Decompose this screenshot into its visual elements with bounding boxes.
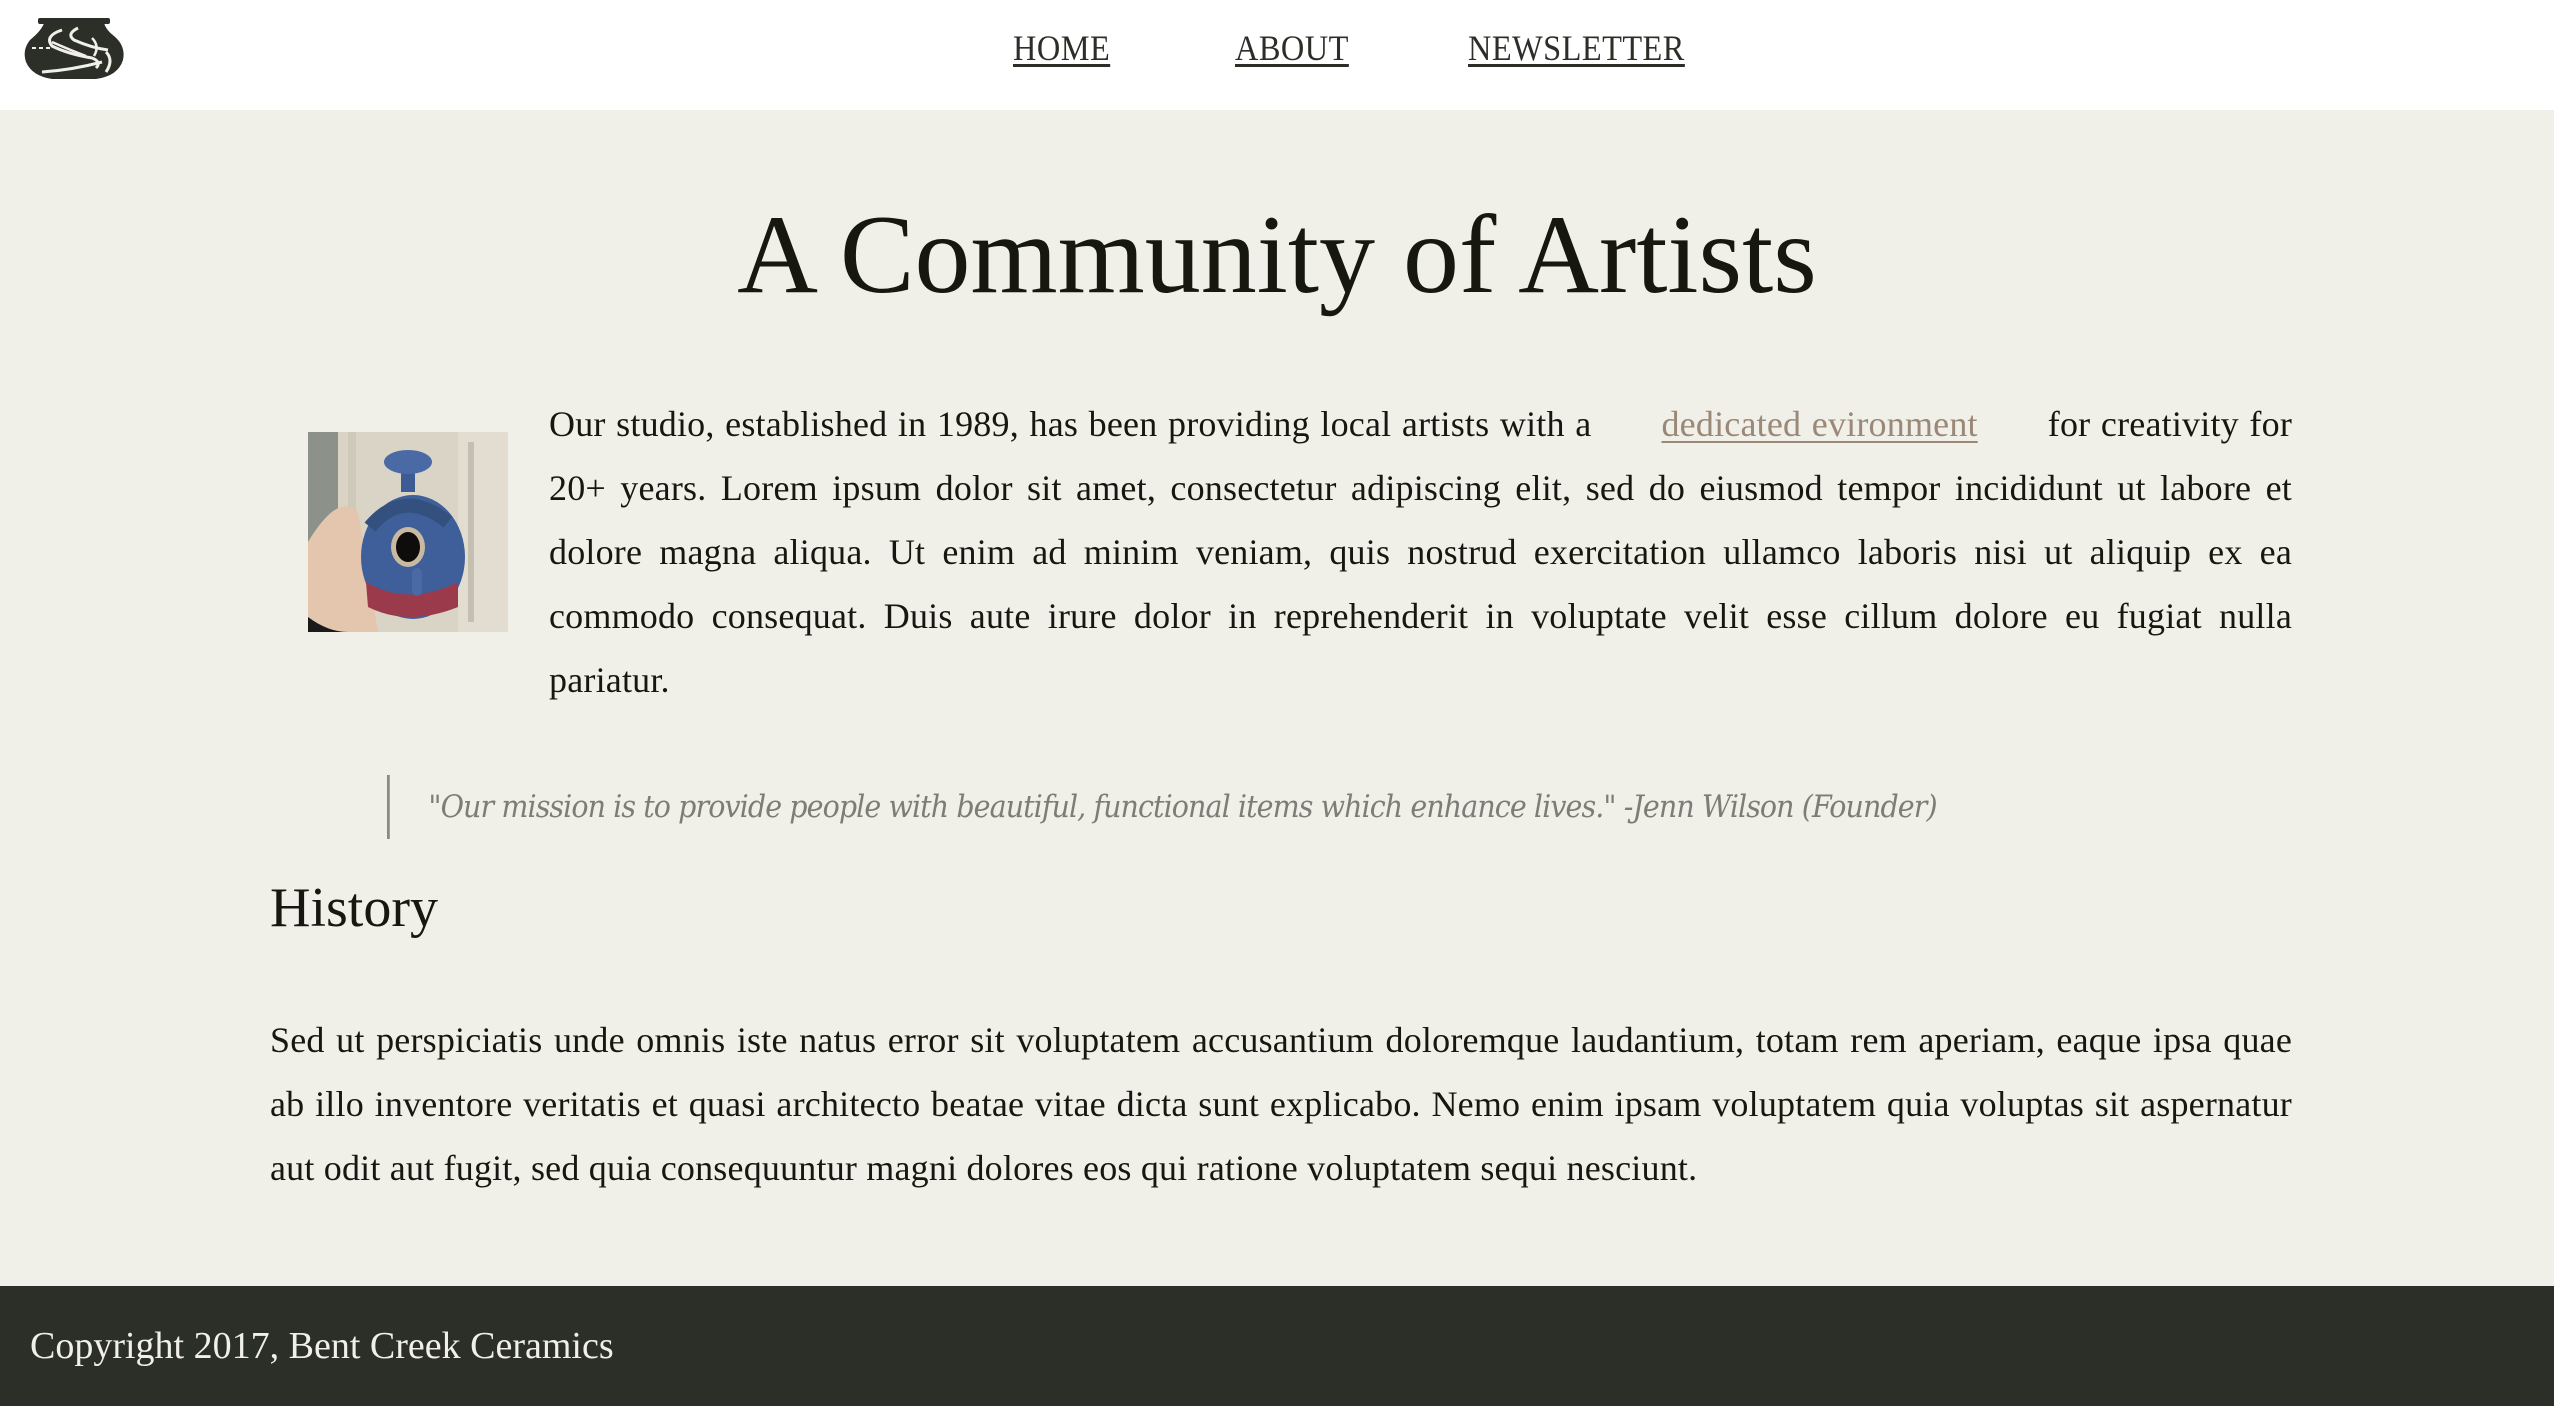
main-nav xyxy=(0,0,2554,110)
site-footer xyxy=(0,1286,2554,1406)
nav-about-link[interactable]: ABOUT xyxy=(1235,28,1349,68)
dedicated-environment-link[interactable]: dedicated evironment xyxy=(1661,404,1978,444)
site-header xyxy=(0,0,2554,110)
history-heading: History xyxy=(270,877,438,939)
page-title: A Community of Artists xyxy=(737,193,1817,317)
studio-pottery-image xyxy=(308,432,508,632)
nav-newsletter-link[interactable]: NEWSLETTER xyxy=(1468,28,1685,68)
intro-text-start: Our studio, established in 1989, has been providing local artists with a xyxy=(549,404,1592,444)
copyright-text: Copyright 2017, Bent Creek Ceramics xyxy=(30,1325,614,1367)
intro-paragraph xyxy=(549,392,2292,712)
nav-home-link[interactable]: HOME xyxy=(1013,28,1111,68)
intro-text-end: for creativity for 20+ years. Lorem ipsum dolor sit amet, consectetur adipiscing elit, sed do eiusmod tempor incididunt ut labore et dolore magna aliqua. Ut enim ad minim veniam, quis nostrud exercitation ullamco laboris nisi ut aliquip ex ea commodo consequat. Duis aute irure dolor in reprehenderit in voluptate velit esse cillum dolore eu fugiat nulla pariatur. xyxy=(549,404,2293,700)
history-paragraph: Sed ut perspiciatis unde omnis iste natus error sit voluptatem accusantium doloremque laudantium, totam rem aperiam, eaque ipsa quae ab illo inventore veritatis et quasi architecto beatae vitae dicta sunt explicabo. Nemo enim ipsam voluptatem quia voluptas sit aspernatur aut odit aut fugit, sed quia consequuntur magni dolores eos qui ratione voluptatem sequi nesciunt. xyxy=(270,1020,2292,1188)
founder-quote: "Our mission is to provide people with beautiful, functional items which enhance lives." -Jenn Wilson (Founder) xyxy=(387,775,1937,839)
